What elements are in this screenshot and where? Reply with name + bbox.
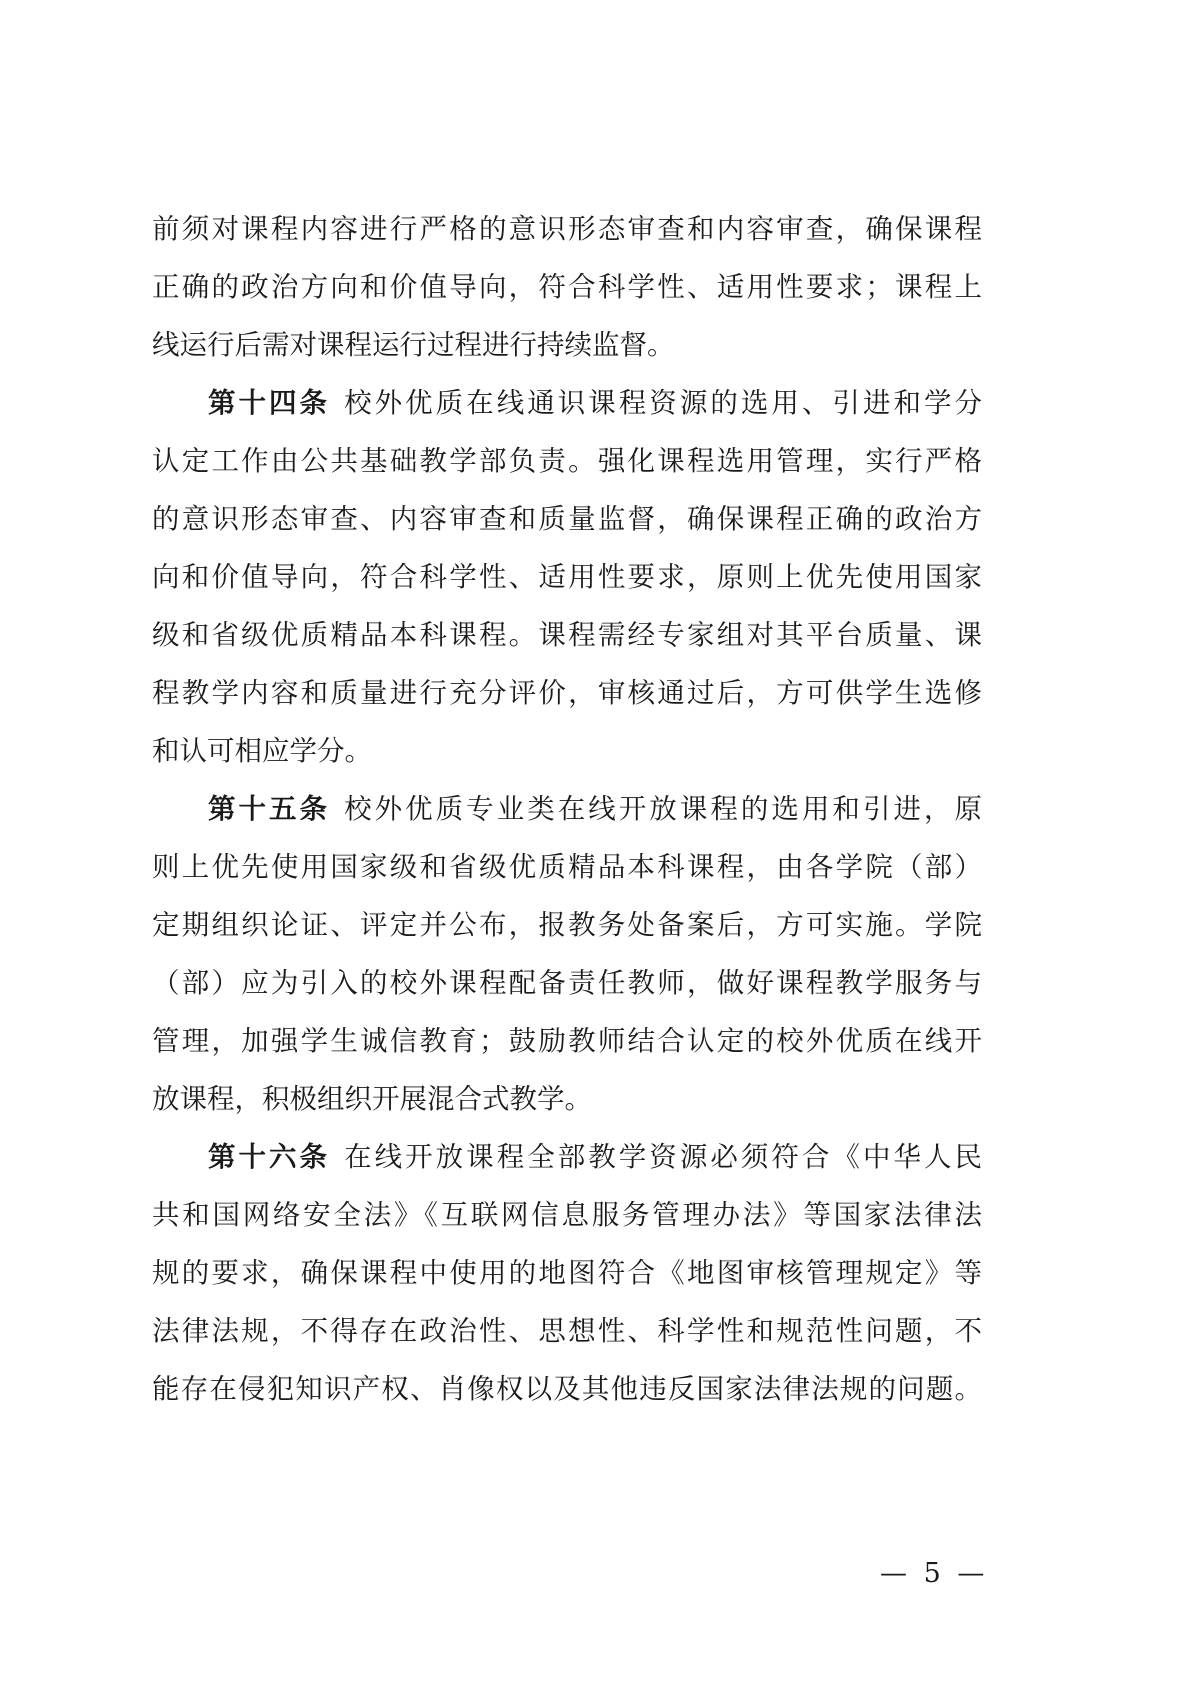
text-line: 级和省级优质精品本科课程。课程需经专家组对其平台质量、课 (152, 619, 982, 651)
article-title: 第十五条 (208, 793, 331, 825)
article-text: 校外优质在线通识课程资源的选用、引进和学分 (344, 387, 983, 419)
article-text: 在线开放课程全部教学资源必须符合《中华人民 (344, 1141, 983, 1173)
document-body (152, 210, 982, 1428)
text-line: 定期组织论证、评定并公布，报教务处备案后，方可实施。学院 (152, 909, 982, 941)
text-line: 向和价值导向，符合科学性、适用性要求，原则上优先使用国家 (152, 561, 982, 593)
text-line: 共和国网络安全法》《互联网信息服务管理办法》等国家法律法 (152, 1199, 982, 1231)
text-line: 规的要求，确保课程中使用的地图符合《地图审核管理规定》等 (152, 1257, 982, 1289)
text-line: （部）应为引入的校外课程配备责任教师，做好课程教学服务与 (152, 967, 982, 999)
article-16 (152, 1138, 982, 1428)
article-text: 校外优质专业类在线开放课程的选用和引进，原 (344, 793, 983, 825)
article-title: 第十四条 (208, 387, 331, 419)
text-line: 和认可相应学分。 (152, 735, 372, 767)
text-line: 程教学内容和质量进行充分评价，审核通过后，方可供学生选修 (152, 677, 982, 709)
text-line: 管理，加强学生诚信教育；鼓励教师结合认定的校外优质在线开 (152, 1025, 982, 1057)
article-title: 第十六条 (208, 1141, 331, 1173)
text-line (152, 1138, 982, 1196)
text-line (152, 384, 982, 442)
text-line: 法律法规，不得存在政治性、思想性、科学性和规范性问题，不 (152, 1315, 982, 1347)
paragraph-continued (152, 210, 982, 384)
text-line: 放课程，积极组织开展混合式教学。 (152, 1083, 592, 1115)
article-14 (152, 384, 982, 790)
text-line: 认定工作由公共基础教学部负责。强化课程选用管理，实行严格 (152, 445, 982, 477)
page-number: — 5 — (880, 1558, 989, 1589)
article-15 (152, 790, 982, 1138)
text-line: 前须对课程内容进行严格的意识形态审查和内容审查，确保课程 (152, 213, 982, 245)
text-line (152, 790, 982, 848)
text-line: 能存在侵犯知识产权、肖像权以及其他违反国家法律法规的问题。 (152, 1373, 982, 1405)
text-line: 线运行后需对课程运行过程进行持续监督。 (152, 329, 675, 361)
text-line: 正确的政治方向和价值导向，符合科学性、适用性要求；课程上 (152, 271, 982, 303)
text-line: 的意识形态审查、内容审查和质量监督，确保课程正确的政治方 (152, 503, 982, 535)
text-line: 则上优先使用国家级和省级优质精品本科课程，由各学院（部） (152, 851, 982, 883)
